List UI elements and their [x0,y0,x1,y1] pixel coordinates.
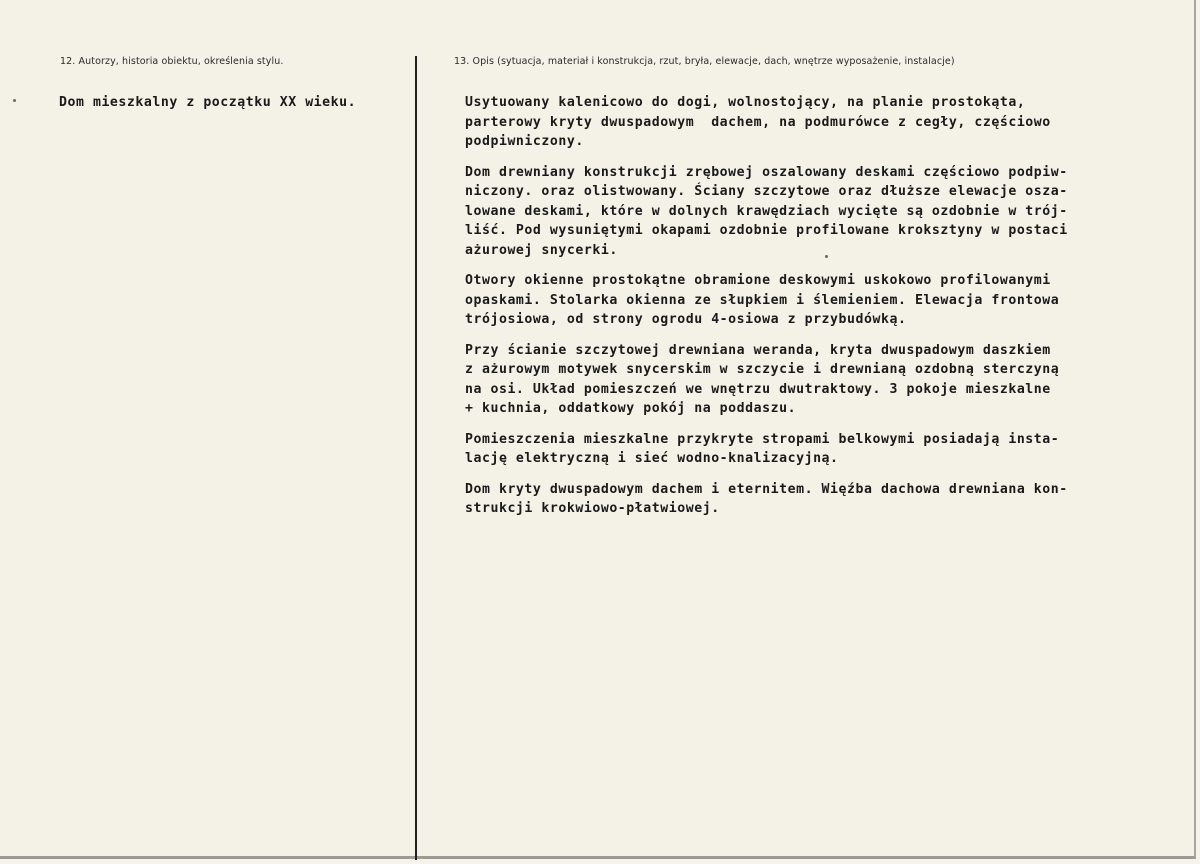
text-line: lację elektryczną i sieć wodno-knalizacyjną. [465,451,839,466]
section-12-header: 12. Autorzy, historia obiektu, określenia stylu. [60,56,284,67]
text-line: Przy ścianie szczytowej drewniana weranda, kryta dwuspadowym daszkiem [465,342,1051,358]
paper-speck [825,255,828,258]
text-line: Dom drewniany konstrukcji zrębowej oszalowany deskami częściowo podpiw- [465,164,1068,180]
text-line: liść. Pod wysuniętymi okapami ozdobnie profilowane kroksztyny w postaci [465,223,1068,238]
text-line: niczony. oraz olistwowany. Ściany szczytowe oraz dłuższe elewacje osza- [465,184,1068,199]
description-paragraph [465,163,1185,261]
text-line: parterowy kryty dwuspadowym dachem, na podmurówce z cegły, częściowo [465,114,1051,130]
section-13-header: 13. Opis (sytuacja, materiał i konstrukcja, rzut, bryła, elewacje, dach, wnętrze wyposażenie, instalacje) [454,56,955,67]
text-line: Pomieszczenia mieszkalne przykryte stropami belkowymi posiadają insta- [465,431,1060,447]
text-line: strukcji krokwiowo-płatwiowej. [465,501,720,516]
text-line: ażurowej snycerki. [465,242,618,258]
description-text [465,93,1185,530]
text-line: opaskami. Stolarka okienna ze słupkiem i ślemieniem. Elewacja frontowa [465,292,1060,308]
style-history-text: Dom mieszkalny z początku XX wieku. [59,95,357,110]
description-paragraph [465,93,1185,152]
description-paragraph [465,341,1185,419]
text-line: podpiwniczony. [465,134,584,149]
description-paragraph [465,430,1185,469]
text-line: trójosiowa, od strony ogrodu 4-osiowa z przybudówką. [465,312,907,327]
text-line: na osi. Układ pomieszczeń we wnętrzu dwutraktowy. 3 pokoje mieszkalne [465,381,1051,397]
description-paragraph [465,480,1185,519]
text-line: lowane deskami, które w dolnych krawędziach wycięte są ozdobnie w trój- [465,203,1068,219]
text-line: Dom kryty dwuspadowym dachem i eternitem. Więźba dachowa drewniana kon- [465,481,1068,497]
description-paragraph [465,271,1185,330]
text-line: Otwory okienne prostokątne obramione deskowymi uskokowo profilowanymi [465,273,1051,288]
text-line: z ażurowym motywek snycerskim w szczycie i drewnianą ozdobną sterczyną [465,362,1060,377]
text-line: Usytuowany kalenicowo do dogi, wolnostojący, na planie prostokąta, [465,95,1026,110]
text-line: + kuchnia, oddatkowy pokój na poddaszu. [465,401,797,416]
paper-speck [13,99,16,102]
column-divider [415,56,417,860]
